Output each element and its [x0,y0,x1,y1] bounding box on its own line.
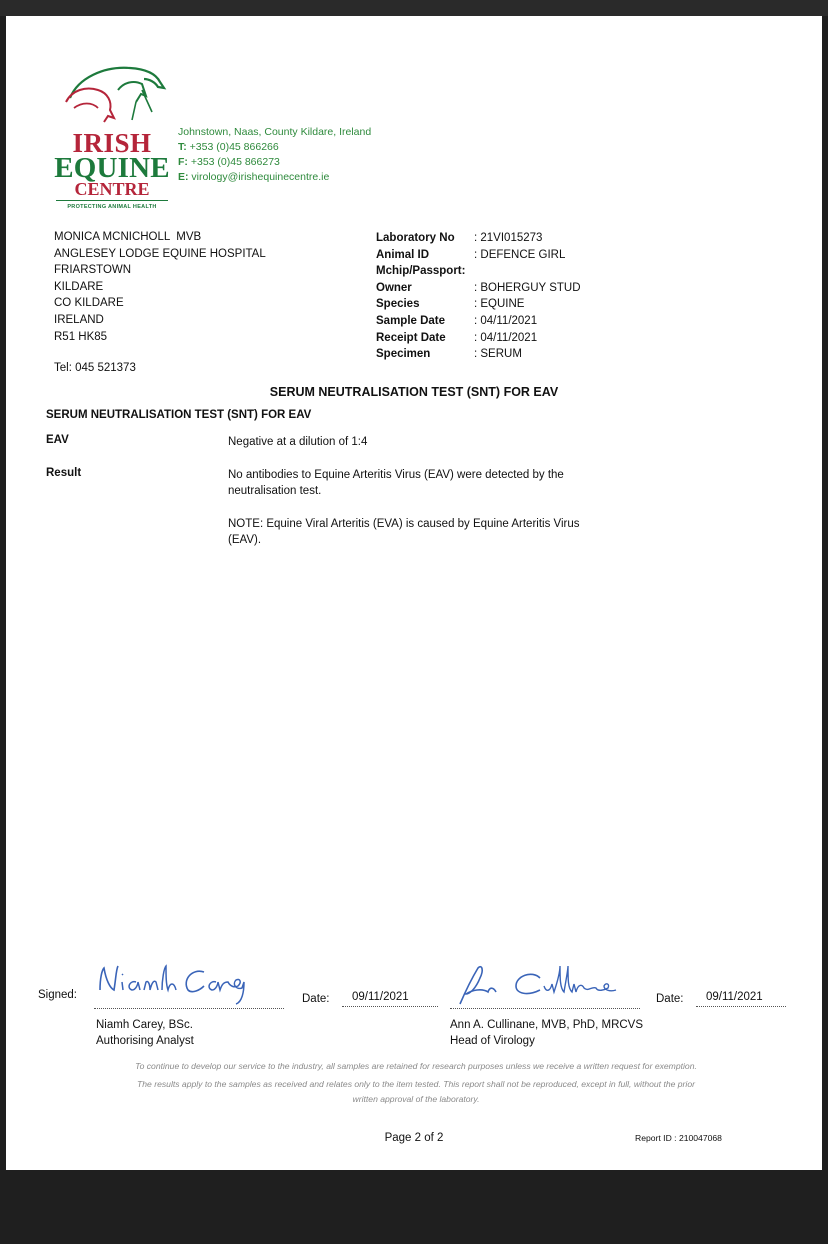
logo-equine: EQUINE [54,152,170,184]
eav-label: EAV [46,434,69,446]
contact-phone: T: +353 (0)45 866266 [178,141,279,153]
detail-row: Sample Date : 04/11/2021 [376,314,538,327]
address-line: MONICA MCNICHOLL MVB [54,231,202,243]
address-line: KILDARE [54,280,104,293]
signer2-date: 09/11/2021 [696,991,786,1007]
report-subtitle: SERUM NEUTRALISATION TEST (SNT) FOR EAV [46,409,312,421]
logo-centre: CENTRE [74,179,150,199]
signer1-block [96,1017,194,1049]
result-value: No antibodies to Equine Arteritis Virus (EAV) were detected by the neutralisation test. [228,469,564,497]
address-line: R51 HK85 [54,330,108,343]
signature-line [94,1008,284,1009]
contact-address: Johnstown, Naas, County Kildare, Ireland [178,126,372,138]
handwritten-signature-niamh-carey [92,960,262,1008]
handwritten-signature-ann-cullinane [448,960,638,1008]
date-label: Date: [656,993,684,1005]
eav-value: Negative at a dilution of 1:4 [228,436,368,448]
detail-row: Animal ID : DEFENCE GIRL [376,248,566,261]
irish-equine-centre-logo [52,60,172,220]
horse-logo-icon [52,60,172,130]
recipient-address [54,229,266,345]
detail-row: Receipt Date : 04/11/2021 [376,331,538,344]
result-label: Result [46,467,82,479]
logo-tagline: PROTECTING ANIMAL HEALTH [56,200,168,210]
contact-email[interactable]: E: virology@irishequinecentre.ie [178,171,330,183]
page-number: Page 2 of 2 [384,1132,444,1144]
viewer-top-bar [0,0,828,16]
signer2-name: Ann A. Cullinane, MVB, PhD, MRCVS [450,1019,644,1031]
logo-irish: IRISH [72,128,152,158]
signer1-name: Niamh Carey, BSc. [96,1019,193,1031]
detail-row: Specimen : SERUM [376,348,522,361]
address-line: IRELAND [54,313,104,326]
signed-label: Signed: [38,989,78,1001]
detail-row: Mchip/Passport: [376,265,466,278]
note-text: NOTE: Equine Viral Arteritis (EVA) is caused by Equine Arteritis Virus (EAV). [228,518,580,546]
signer1-role: Authorising Analyst [96,1035,194,1047]
sample-details [376,230,634,363]
viewer-bottom-bar [0,1170,828,1244]
detail-row: Laboratory No : 21VI015273 [376,232,543,244]
signer2-role: Head of Virology [450,1035,535,1047]
contact-block [178,125,371,185]
detail-row: Owner : BOHERGUY STUD [376,281,581,294]
address-line: FRIARSTOWN [54,264,132,277]
signer1-date: 09/11/2021 [342,991,438,1007]
report-id: Report ID : 210047068 [635,1133,722,1143]
contact-fax: F: +353 (0)45 866273 [178,156,280,168]
address-line: CO KILDARE [54,297,124,310]
detail-row: Species : EQUINE [376,298,525,311]
document-page [6,16,822,1170]
date-label: Date: [302,993,330,1005]
recipient-tel: Tel: 045 521373 [54,362,136,374]
report-title: SERUM NEUTRALISATION TEST (SNT) FOR EAV [269,385,559,399]
address-line: ANGLESEY LODGE EQUINE HOSPITAL [54,247,266,260]
signature-line [450,1008,640,1009]
signer2-block [450,1017,643,1049]
disclaimer: To continue to develop our service to the industry, all samples are retained for research purposes unless we receive a written request for exemption. The results apply to the samples as received and relates only to the item tested. This report shall not be reproduced, except in full, without the prior written approval of the laboratory. [135,1061,697,1104]
